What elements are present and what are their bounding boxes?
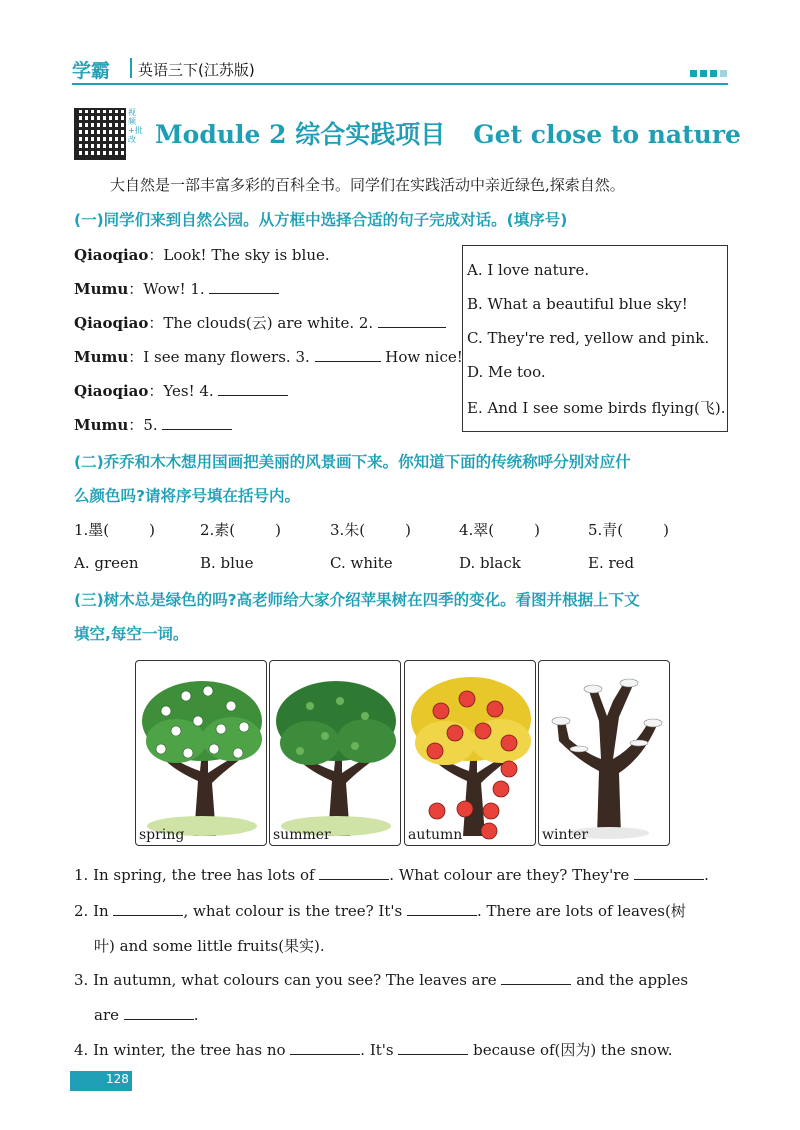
season-label: autumn — [408, 827, 463, 843]
answer-blank[interactable] — [124, 1005, 194, 1020]
answer-blank[interactable] — [634, 865, 704, 880]
question-3-cont — [94, 1005, 199, 1024]
answer-blank[interactable] — [218, 381, 288, 396]
q-text: , what colour is the tree? It's — [183, 902, 407, 920]
choice-e: E. red — [588, 554, 635, 572]
color-term-5[interactable] — [588, 519, 669, 540]
answer-blank[interactable] — [501, 970, 571, 985]
section3-heading-line2: 填空,每空一词。 — [74, 625, 189, 643]
q-text: 4. In winter, the tree has no — [74, 1041, 291, 1059]
qr-code-icon[interactable] — [74, 108, 126, 160]
q-text: . What colour are they? They're — [389, 866, 635, 884]
speaker: Qiaoqiao — [74, 382, 149, 400]
option-b: B. What a beautiful blue sky! — [467, 295, 688, 313]
color-term-1[interactable] — [74, 519, 155, 540]
answer-blank[interactable] — [378, 313, 446, 328]
picture-autumn — [404, 660, 536, 846]
paren-close: ) — [405, 521, 412, 539]
line-text: ：Wow! — [128, 280, 191, 298]
term-label: 5.青( — [588, 521, 624, 539]
speaker: Mumu — [74, 280, 129, 298]
page-title — [155, 115, 741, 151]
q-text: 1. In spring, the tree has lots of — [74, 866, 320, 884]
color-term-3[interactable] — [330, 519, 411, 540]
question-4 — [74, 1039, 673, 1060]
picture-spring — [135, 660, 267, 846]
intro-text: 大自然是一部丰富多彩的百科全书。同学们在实践活动中亲近绿色,探索自然。 — [110, 176, 625, 194]
q-text: . There are lots of leaves(树 — [476, 902, 686, 920]
color-term-4[interactable] — [459, 519, 540, 540]
dialogue-line-3 — [74, 312, 446, 333]
term-label: 1.墨( — [74, 521, 110, 539]
section3-heading-line1: (三)树木总是绿色的吗?高老师给大家介绍苹果树在四季的变化。看图并根据上下文 — [74, 591, 640, 609]
question-2-cont: 叶) and some little fruits(果实). — [94, 937, 325, 955]
blank-number: 1. — [190, 280, 205, 298]
header-decoration — [690, 70, 727, 77]
q-text: because of(因为) the snow. — [468, 1041, 673, 1059]
q-text: . It's — [360, 1041, 399, 1059]
option-d: D. Me too. — [467, 363, 546, 381]
title-part2: Get close to nature — [473, 120, 741, 149]
line-text: ：I see many flowers. — [128, 348, 296, 366]
paren-close: ) — [149, 521, 156, 539]
q-text: and the apples — [571, 971, 689, 989]
q-text: . — [704, 866, 709, 884]
answer-blank[interactable] — [162, 415, 232, 430]
color-term-2[interactable] — [200, 519, 281, 540]
option-c: C. They're red, yellow and pink. — [467, 329, 710, 347]
qr-caption: 视频+批改 — [128, 108, 143, 144]
answer-blank[interactable] — [407, 901, 477, 916]
season-label: summer — [273, 827, 331, 843]
dialogue-line-1 — [74, 244, 330, 265]
paren-close: ) — [663, 521, 670, 539]
dialogue-line-4 — [74, 346, 463, 367]
season-label: spring — [139, 827, 185, 843]
choice-d: D. black — [459, 554, 521, 572]
page-number: 128 — [106, 1072, 129, 1086]
book-subtitle: 英语三下(江苏版) — [138, 61, 255, 79]
question-3 — [74, 970, 688, 989]
section2-heading-line2: 么颜色吗?请将序号填在括号内。 — [74, 487, 300, 505]
option-a: A. I love nature. — [467, 261, 590, 279]
blank-number: 2. — [358, 314, 374, 332]
answer-blank[interactable] — [290, 1040, 360, 1055]
answer-blank[interactable] — [113, 901, 183, 916]
q-text: 2. In — [74, 902, 114, 920]
line-text: ： — [128, 416, 144, 434]
dialogue-line-6 — [74, 414, 232, 435]
section2-heading-line1: (二)乔乔和木木想用国画把美丽的风景画下来。你知道下面的传统称呼分别对应什 — [74, 453, 631, 471]
answer-blank[interactable] — [319, 865, 389, 880]
summer-tree-illustration — [270, 661, 401, 846]
speaker: Qiaoqiao — [74, 246, 149, 264]
line-text: ：The clouds(云) are white. — [148, 314, 359, 332]
season-label: winter — [542, 827, 589, 843]
header-rule — [72, 83, 728, 85]
brand-logo: 学霸 — [72, 60, 111, 82]
choice-b: B. blue — [200, 554, 254, 572]
question-2 — [74, 900, 686, 921]
section1-heading: (一)同学们来到自然公园。从方框中选择合适的句子完成对话。(填序号) — [74, 211, 568, 229]
dialogue-line-5 — [74, 380, 288, 401]
line-text: How nice! — [380, 348, 463, 366]
picture-winter — [538, 660, 670, 846]
option-e: E. And I see some birds flying(飞). — [467, 399, 726, 417]
paren-close: ) — [534, 521, 541, 539]
answer-blank[interactable] — [209, 279, 279, 294]
dialogue-line-2 — [74, 278, 279, 299]
spring-tree-illustration — [136, 661, 267, 846]
question-1 — [74, 865, 709, 884]
line-text: ：Look! The sky is blue. — [148, 246, 330, 264]
q-text: . — [193, 1006, 199, 1024]
picture-summer — [269, 660, 401, 846]
answer-blank[interactable] — [398, 1040, 468, 1055]
term-label: 4.翠( — [459, 521, 495, 539]
choice-a: A. green — [74, 554, 139, 572]
q-text: are — [94, 1006, 124, 1024]
choice-c: C. white — [330, 554, 393, 572]
blank-number: 4. — [199, 382, 214, 400]
speaker: Mumu — [74, 348, 129, 366]
header-separator — [130, 58, 132, 78]
q-text: 3. In autumn, what colours can you see? The leaves are — [74, 971, 502, 989]
speaker: Qiaoqiao — [74, 314, 149, 332]
speaker: Mumu — [74, 416, 129, 434]
title-part1: Module 2 综合实践项目 — [155, 120, 446, 149]
blank-number: 5. — [143, 416, 158, 434]
answer-blank[interactable] — [315, 347, 381, 362]
blank-number: 3. — [295, 348, 310, 366]
autumn-tree-illustration — [405, 661, 536, 846]
paren-close: ) — [275, 521, 282, 539]
line-text: ：Yes! — [148, 382, 200, 400]
term-label: 2.素( — [200, 521, 236, 539]
term-label: 3.朱( — [330, 521, 366, 539]
winter-tree-illustration — [539, 661, 670, 846]
